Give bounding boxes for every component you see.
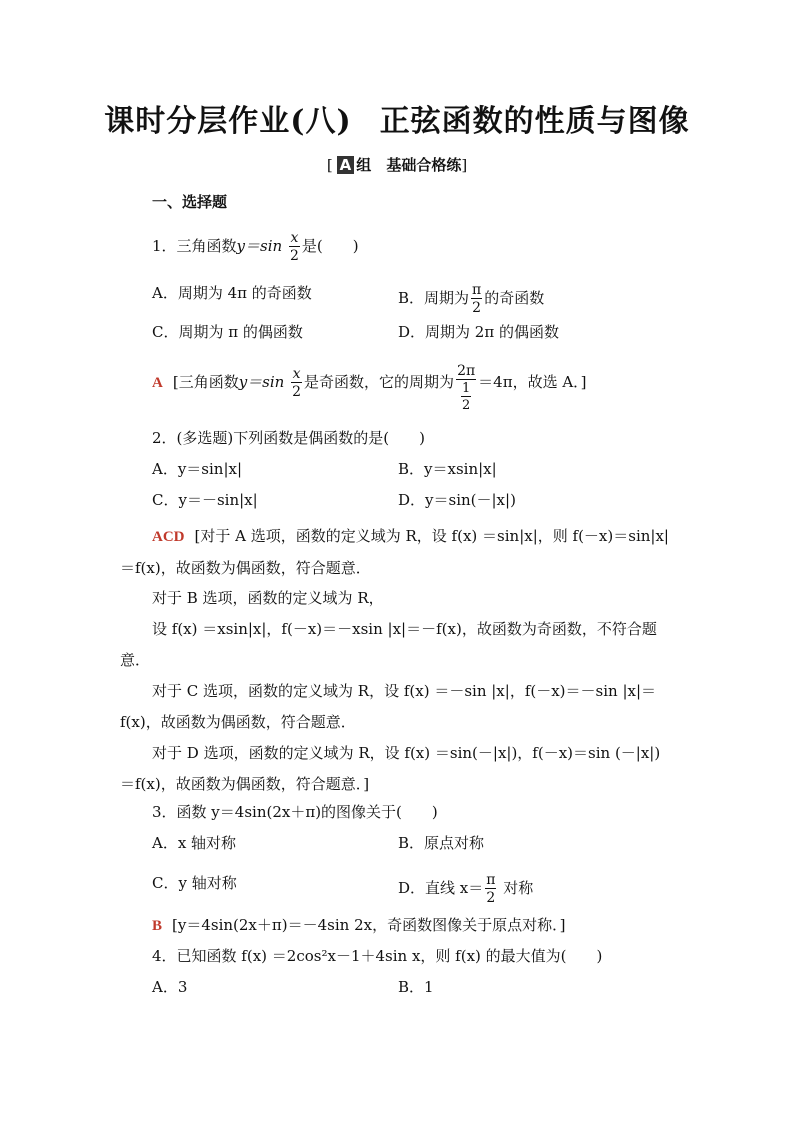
q3-option-c: C．y 轴对称 [152,874,237,892]
q4-stem: 4．已知函数 f(x) ＝2cos²x－1＋4sin x，则 f(x) 的最大值为( ) [152,947,603,965]
title-sub: 正弦函数的性质与图像 [379,104,690,139]
q2-explanation-p4: 对于 C 选项，函数的定义域为 R，设 f(x) ＝－sin |x|，f(－x)＝－sin |x|＝f(x)，故函数为偶函数，符合题意． [120,682,657,731]
q2-option-a: A．y＝sin|x| [152,460,243,478]
q1-answer: A [152,375,163,391]
group-heading [0,154,794,175]
q2-answer: ACD [152,529,185,545]
q3-option-a: A．x 轴对称 [152,834,237,852]
q1-option-d: D．周期为 2π 的偶函数 [398,323,559,341]
q2-explanation-p2: 对于 B 选项，函数的定义域为 R， [152,589,384,607]
q1-stem: 1．三角函数y＝sin $\frac{x}{2}$ 是( ) [152,230,359,264]
q1-option-a: A．周期为 4π 的奇函数 [152,284,312,302]
q2-explanation-p5: 对于 D 选项，函数的定义域为 R，设 f(x) ＝sin(－|x|)，f(－x)＝sin (－|x|)＝f(x)，故函数为偶函数，符合题意．] [120,744,661,793]
section-heading: 一、选择题 [152,193,228,211]
q3-option-b: B．原点对称 [398,834,485,852]
q1-stem-fraction: $\frac{x}{2}$ [289,230,299,264]
q4-option-a: A．3 [152,978,188,996]
q3-option-d: D．直线 x＝ $\frac{\pi}{2}$ 对称 [398,872,534,906]
q2-option-c: C．y＝－sin|x| [152,491,258,509]
q2-explanation-p3: 设 f(x) ＝xsin|x|，f(－x)＝－xsin |x|＝－f(x)，故函数为奇函数，不符合题意． [120,620,657,669]
q3-stem: 3．函数 y＝4sin(2x＋π)的图像关于( ) [152,803,438,821]
q2-stem: 2．(多选题)下列函数是偶函数的是( ) [152,429,425,447]
q4-option-b: B．1 [398,978,434,996]
group-name: 基础合格练 [386,156,462,174]
page-title [0,96,794,140]
q1-option-b: B．周期为 $\frac{\pi}{2}$ 的奇函数 [398,282,545,316]
q2-option-b: B．y＝xsin|x| [398,460,497,478]
group-badge: A [337,156,355,174]
q3-answer: B [152,918,163,934]
q3-explanation: B [y＝4sin(2x＋π)＝－4sin 2x，奇函数图像关于原点对称．] [152,916,566,934]
q2-option-d: D．y＝sin(－|x|) [398,491,516,509]
q2-explanation-p1: ACD [对于 A 选项，函数的定义域为 R，设 f(x) ＝sin|x|，则 f(－x)＝sin|x|＝f(x)，故函数为偶函数，符合题意． [120,527,669,577]
q1-explanation: A [三角函数y＝sin $\frac{x}{2}$ 是奇函数，它的周期为 $\frac{2\pi}{\frac{1}{2}}$ ＝4π，故选 A．] [152,363,587,413]
group-bracket-close: ] [461,156,468,174]
group-bracket-open: [ [326,156,333,174]
q1-option-c: C．周期为 π 的偶函数 [152,323,303,341]
title-main: 课时分层作业(八) [104,104,352,139]
group-label: 组 [356,156,372,174]
